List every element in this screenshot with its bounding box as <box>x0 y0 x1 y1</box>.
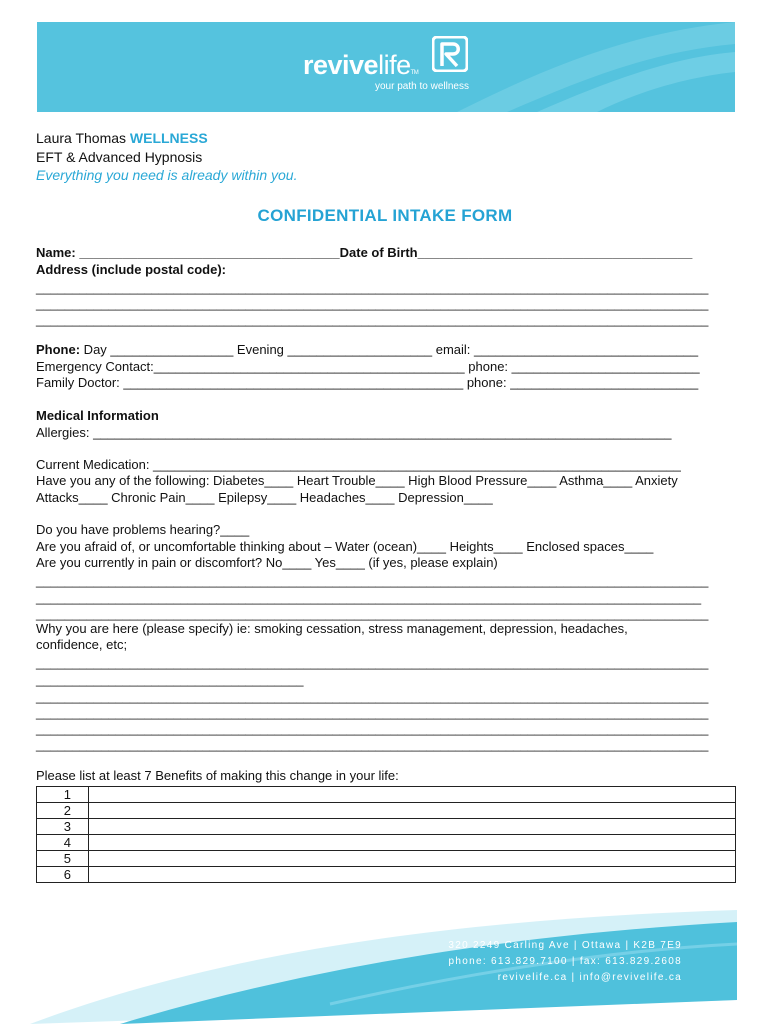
why-line-5[interactable]: _____________________________________________________________________________________________ <box>36 721 709 736</box>
medical-info-heading: Medical Information <box>36 408 159 423</box>
table-row <box>37 835 736 851</box>
benefit-number: 6 <box>37 867 89 883</box>
practitioner-services: EFT & Advanced Hypnosis <box>36 149 203 165</box>
address-line-3[interactable]: _____________________________________________________________________________________________ <box>36 312 709 327</box>
why-line-4[interactable]: _____________________________________________________________________________________________ <box>36 705 709 720</box>
benefit-input-cell[interactable] <box>89 835 736 851</box>
address-label: Address (include postal code): <box>36 262 226 277</box>
table-row <box>37 819 736 835</box>
practitioner-motto: Everything you need is already within you. <box>36 167 298 183</box>
benefit-number: 5 <box>37 851 89 867</box>
footer-web-email: revivelife.ca | info@revivelife.ca <box>497 972 682 983</box>
why-here-row-2: confidence, etc; <box>36 637 128 652</box>
allergies-row[interactable]: Allergies: ________________________________________________________________________________ <box>36 425 672 440</box>
footer-phone-fax: phone: 613.829.7100 | fax: 613.829.2608 <box>448 956 682 967</box>
benefit-number: 2 <box>37 803 89 819</box>
table-row <box>37 867 736 883</box>
benefit-input-cell[interactable] <box>89 819 736 835</box>
pain-line-1[interactable]: _____________________________________________________________________________________________ <box>36 573 709 588</box>
table-row <box>37 851 736 867</box>
why-line-6[interactable]: _____________________________________________________________________________________________ <box>36 737 709 752</box>
emergency-contact-row[interactable]: Emergency Contact:___________________________________________ phone: __________________________ <box>36 359 700 374</box>
benefits-table <box>36 786 736 883</box>
logo-r-mark-icon <box>432 36 468 72</box>
address-line-1[interactable]: _____________________________________________________________________________________________ <box>36 280 709 295</box>
benefit-number: 4 <box>37 835 89 851</box>
why-line-1[interactable]: _____________________________________________________________________________________________ <box>36 655 709 670</box>
benefit-input-cell[interactable] <box>89 787 736 803</box>
pain-line-3[interactable]: _____________________________________________________________________________________________ <box>36 606 709 621</box>
family-doctor-row[interactable]: Family Doctor: _______________________________________________ phone: __________________________ <box>36 375 699 390</box>
benefit-input-cell[interactable] <box>89 867 736 883</box>
logo-wordmark: revivelifeTM <box>303 50 419 80</box>
benefit-number: 1 <box>37 787 89 803</box>
why-line-2[interactable]: _____________________________________ <box>36 672 304 687</box>
practitioner-name: Laura Thomas WELLNESS <box>36 130 208 146</box>
benefits-label: Please list at least 7 Benefits of making this change in your life: <box>36 768 399 783</box>
fears-row[interactable]: Are you afraid of, or uncomfortable thinking about – Water (ocean)____ Heights____ Enclosed spaces____ <box>36 539 654 554</box>
conditions-row-1[interactable]: Have you any of the following: Diabetes____ Heart Trouble____ High Blood Pressure____ Asthma____ Anxiety <box>36 473 678 488</box>
logo-tagline: your path to wellness <box>375 81 469 92</box>
footer-address: 320 2249 Carling Ave | Ottawa | K2B 7E9 <box>448 940 682 951</box>
phone-row[interactable]: Phone: Day _________________ Evening ____________________ email: _______________________________ <box>36 342 699 357</box>
hearing-row[interactable]: Do you have problems hearing?____ <box>36 522 250 537</box>
name-dob-row[interactable]: Name: ____________________________________Date of Birth______________________________________ <box>36 245 693 260</box>
conditions-row-2[interactable]: Attacks____ Chronic Pain____ Epilepsy____ Headaches____ Depression____ <box>36 490 493 505</box>
pain-row[interactable]: Are you currently in pain or discomfort? No____ Yes____ (if yes, please explain) <box>36 555 498 570</box>
table-row <box>37 787 736 803</box>
why-line-3[interactable]: _____________________________________________________________________________________________ <box>36 689 709 704</box>
footer-banner <box>0 900 770 1024</box>
benefit-number: 3 <box>37 819 89 835</box>
form-title: CONFIDENTIAL INTAKE FORM <box>257 206 513 225</box>
address-line-2[interactable]: _____________________________________________________________________________________________ <box>36 296 709 311</box>
benefit-input-cell[interactable] <box>89 851 736 867</box>
current-medication-row[interactable]: Current Medication: _________________________________________________________________________ <box>36 457 681 472</box>
pain-line-2[interactable]: ____________________________________________________________________________________________ <box>36 590 702 605</box>
why-here-row-1: Why you are here (please specify) ie: smoking cessation, stress management, depression, headaches, <box>36 621 628 636</box>
benefit-input-cell[interactable] <box>89 803 736 819</box>
table-row <box>37 803 736 819</box>
